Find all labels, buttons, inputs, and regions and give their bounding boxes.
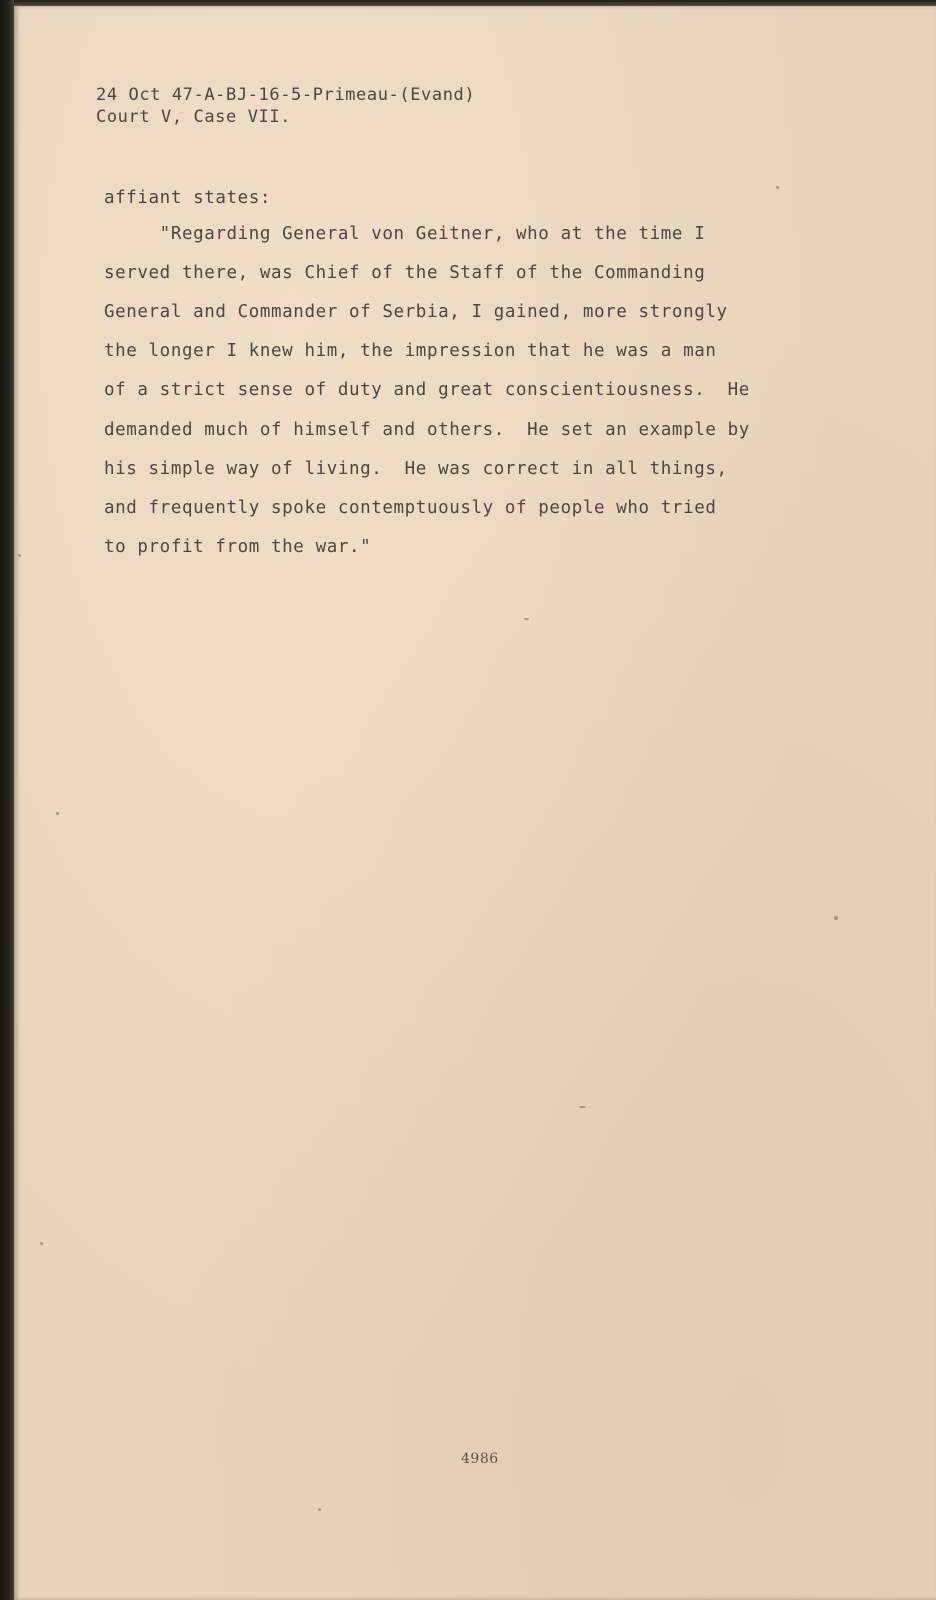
document-page: [14, 6, 936, 1600]
scanned-left-edge: [0, 0, 14, 1600]
body-line-7: his simple way of living. He was correct in all things,: [104, 459, 728, 479]
body-line-9: to profit from the war.": [104, 537, 372, 557]
intro-line: affiant states:: [104, 188, 272, 208]
body-line-1: "Regarding General von Geitner, who at the time I: [104, 224, 706, 244]
paper-speck: [18, 554, 21, 557]
header-court-case: Court V, Case VII.: [96, 107, 292, 127]
paper-speck: [56, 812, 59, 815]
paper-speck: [318, 1508, 321, 1511]
header-reference: 24 Oct 47-A-BJ-16-5-Primeau-(Evand): [96, 85, 476, 105]
body-line-6: demanded much of himself and others. He set an example by: [104, 420, 750, 440]
body-line-8: and frequently spoke contemptuously of people who tried: [104, 498, 717, 518]
paper-speck: [834, 916, 838, 920]
body-line-4: the longer I knew him, the impression that he was a man: [104, 341, 717, 361]
page-number: 4986: [461, 1451, 499, 1467]
paper-speck: [579, 1106, 586, 1108]
body-line-2: served there, was Chief of the Staff of the Commanding: [104, 263, 706, 283]
paper-speck: [40, 1242, 43, 1245]
body-line-3: General and Commander of Serbia, I gained, more strongly: [104, 302, 728, 322]
paper-speck: [524, 618, 529, 620]
paper-speck: [776, 186, 779, 189]
body-line-5: of a strict sense of duty and great conscientiousness. He: [104, 380, 750, 400]
